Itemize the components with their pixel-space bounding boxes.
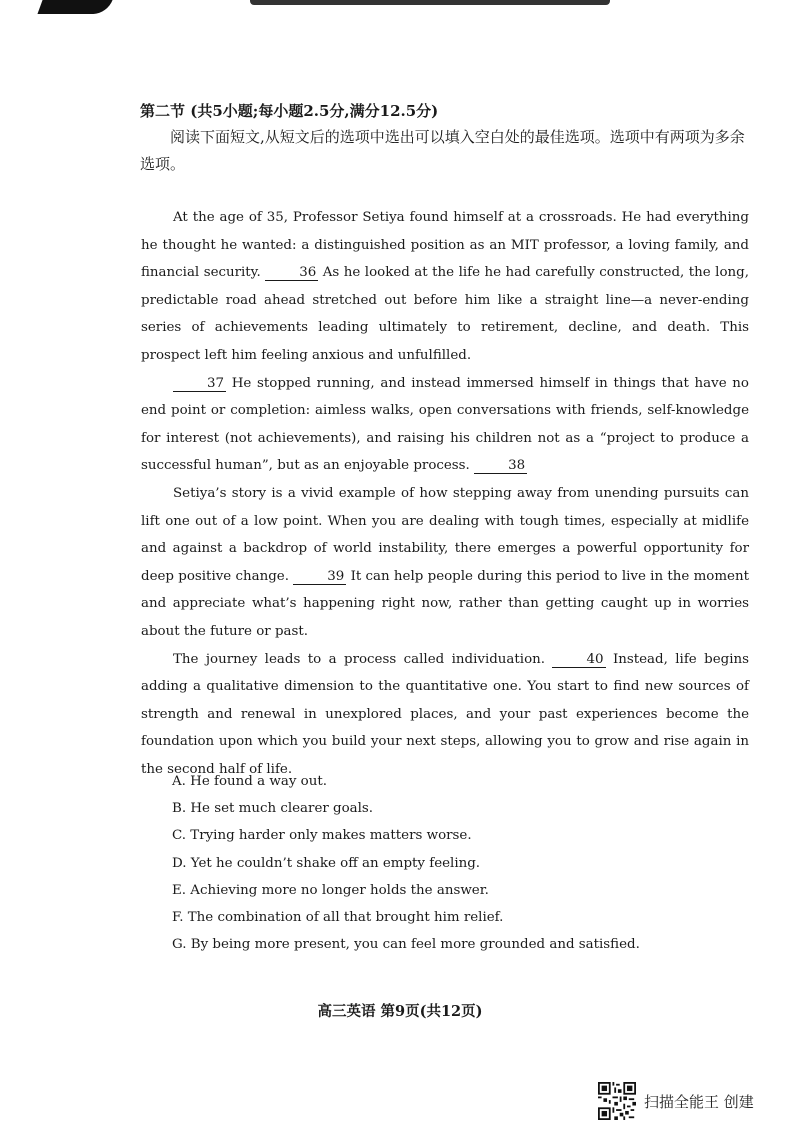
option-a: A. He found a way out. — [172, 774, 327, 789]
scan-edge-line — [250, 0, 610, 5]
passage-text: Setiya’s story is a vivid example of how stepping away from unending pursuits can lift one out of a low point. When you are dealing with tough times, especially at midlife and against a backdrop of world instability, there emerges a powerful opportunity for deep positive change. — [141, 485, 749, 584]
blank-38: 38 — [474, 458, 527, 474]
option-b: B. He set much clearer goals. — [172, 801, 374, 817]
answer-options — [172, 768, 732, 958]
option-c: C. Trying harder only makes matters worse. — [172, 828, 472, 844]
scanner-watermark — [598, 1082, 754, 1120]
blank-40: 40 — [552, 652, 605, 668]
passage-text: It can help people during this period to live in the moment and appreciate what’s happening right now, rather than getting caught up in worries about the future or past. — [141, 568, 749, 639]
passage-paragraph — [141, 646, 749, 784]
section-instructions: 阅读下面短文,从短文后的选项中选出可以填入空白处的最佳选项。选项中有两项为多余选项。 — [140, 128, 745, 173]
blank-37: 37 — [173, 376, 226, 392]
qr-code-icon — [598, 1082, 636, 1120]
passage-text: The journey leads to a process called individuation. — [173, 651, 546, 667]
watermark-text: 扫描全能王 创建 — [644, 1092, 754, 1111]
passage-paragraph — [141, 370, 749, 480]
option-e: E. Achieving more no longer holds the answer. — [172, 882, 489, 898]
passage-text: At the age of 35, Professor Setiya found himself at a crossroads. He had everything he thought he wanted: a distinguished position as an MIT professor, a loving family, and financial security. — [141, 210, 749, 281]
option-f: F. The combination of all that brought him relief. — [172, 910, 504, 926]
reading-passage — [141, 204, 749, 783]
section-title: 第二节 — [140, 102, 186, 120]
passage-text: He stopped running, and instead immersed himself in things that have no end point or completion: aimless walks, open conversations with friends, self-knowledge for interest (not achievements), and raising his children not as a “project to produce a successful human”, but as an enjoyable process. — [141, 375, 749, 474]
passage-text: Instead, life begins adding a qualitative dimension to the quantitative one. You start to find new sources of strength and renewal in unexplored places, and your past experiences become the foundation upon which you build your next steps, allowing you to grow and rise again in the second half of life. — [141, 651, 749, 777]
section-header — [140, 100, 760, 122]
passage-paragraph — [141, 480, 749, 646]
page-footer: 高三英语 第9页(共12页) — [317, 1003, 483, 1020]
option-d: D. Yet he couldn’t shake off an empty feeling. — [172, 855, 481, 871]
scan-edge-smudge — [37, 0, 112, 14]
passage-paragraph — [141, 204, 749, 370]
blank-39: 39 — [293, 569, 346, 585]
passage-text: As he looked at the life he had carefully constructed, the long, predictable road ahead stretched out before him like a straight line—a never-ending series of achievements leading ultimately to retirement, decline, and death. This prospect left him feeling anxious and unfulfilled. — [141, 265, 749, 363]
section-subtitle: (共5小题;每小题2.5分,满分12.5分) — [190, 102, 439, 120]
option-g: G. By being more present, you can feel more grounded and satisfied. — [172, 937, 640, 953]
blank-36: 36 — [265, 265, 318, 281]
